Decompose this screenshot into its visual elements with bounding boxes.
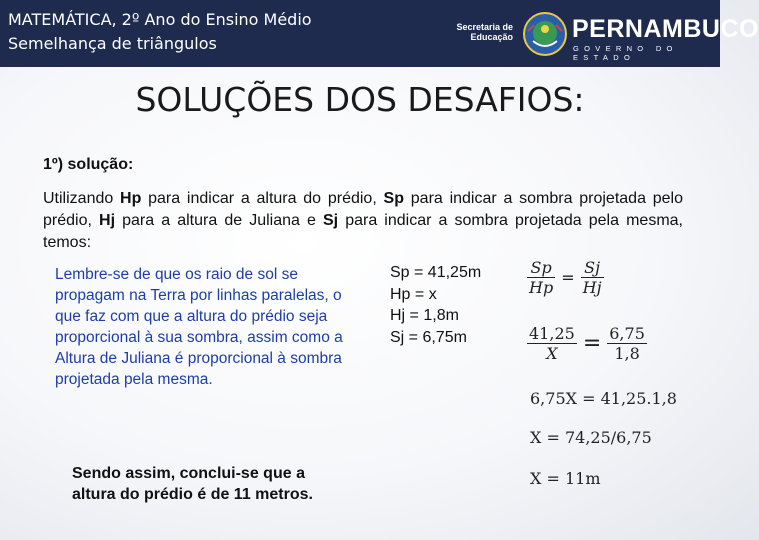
equation-step-4: X = 74,25/6,75 bbox=[530, 428, 652, 447]
equation-step-3: 6,75X = 41,25.1,8 bbox=[530, 389, 677, 408]
term-sp: Sp bbox=[383, 190, 404, 207]
value-sp: Sp = 41,25m bbox=[390, 264, 482, 281]
lesson-subtitle: Semelhança de triângulos bbox=[8, 34, 217, 53]
substituted-equation bbox=[527, 324, 647, 363]
governo-estado-label: GOVERNO DO ESTADO bbox=[573, 44, 678, 62]
equals-sign: = bbox=[561, 268, 575, 287]
intro-text-2: para indicar a altura do prédio, bbox=[141, 190, 384, 207]
header-bar bbox=[0, 0, 759, 67]
conclusion-text: Sendo assim, conclui-se que a altura do prédio é de 11 metros. bbox=[72, 465, 313, 503]
reminder-note: Lembre-se de que os raio de sol se propagam na Terra por linhas paralelas, o que faz com que a altura do prédio seja proporcional à sua sombra, assim como a Altura de Juliana é proporcional à sombra projetada pela mesma. bbox=[55, 266, 343, 388]
secretaria-logo-text bbox=[455, 22, 513, 42]
secretaria-line-1: Secretaria de bbox=[456, 22, 513, 32]
term-sj: Sj bbox=[322, 212, 339, 229]
secretaria-line-2: Educação bbox=[470, 32, 513, 42]
value-sj: Sj = 6,75m bbox=[390, 328, 467, 346]
fraction-denominator: 1,8 bbox=[614, 344, 640, 363]
fraction-675-18 bbox=[607, 324, 647, 363]
fraction-numerator: Sp bbox=[527, 258, 555, 278]
value-hp: Hp = x bbox=[390, 285, 437, 303]
equation-result: X = 11m bbox=[530, 469, 601, 488]
value-hj: Hj = 1,8m bbox=[390, 307, 459, 324]
proportion-equation bbox=[527, 258, 604, 297]
fraction-numerator: 6,75 bbox=[609, 324, 645, 343]
term-hj: Hj bbox=[99, 212, 116, 229]
fraction-denominator: Hj bbox=[582, 278, 602, 297]
fraction-denominator: X bbox=[546, 344, 558, 363]
state-emblem-icon bbox=[522, 11, 568, 57]
course-title: MATEMÁTICA, 2º Ano do Ensino Médio bbox=[8, 10, 312, 29]
intro-text-4: para a altura de Juliana e bbox=[115, 212, 323, 229]
solution-heading: 1º) solução: bbox=[43, 156, 134, 173]
intro-paragraph bbox=[43, 188, 683, 254]
slide-title: SOLUÇÕES DOS DESAFIOS: bbox=[135, 80, 585, 119]
equals-sign: = bbox=[582, 331, 602, 356]
given-values bbox=[390, 262, 481, 348]
intro-text-3: para indicar a sombra projetada pelo prédio, bbox=[43, 190, 683, 229]
fraction-denominator: Hp bbox=[529, 278, 554, 297]
fraction-4125-x bbox=[527, 324, 577, 363]
intro-text-5: para indicar a sombra projetada pela mesma, temos: bbox=[43, 212, 683, 251]
fraction-sp-hp bbox=[527, 258, 555, 297]
intro-text-1: Utilizando bbox=[43, 190, 121, 207]
fraction-numerator: 41,25 bbox=[529, 324, 575, 343]
fraction-sj-hj bbox=[581, 258, 604, 297]
fraction-numerator: Sj bbox=[581, 258, 604, 278]
pernambuco-logo: PERNAMBUCO bbox=[572, 15, 759, 43]
term-hp: Hp bbox=[120, 190, 142, 207]
